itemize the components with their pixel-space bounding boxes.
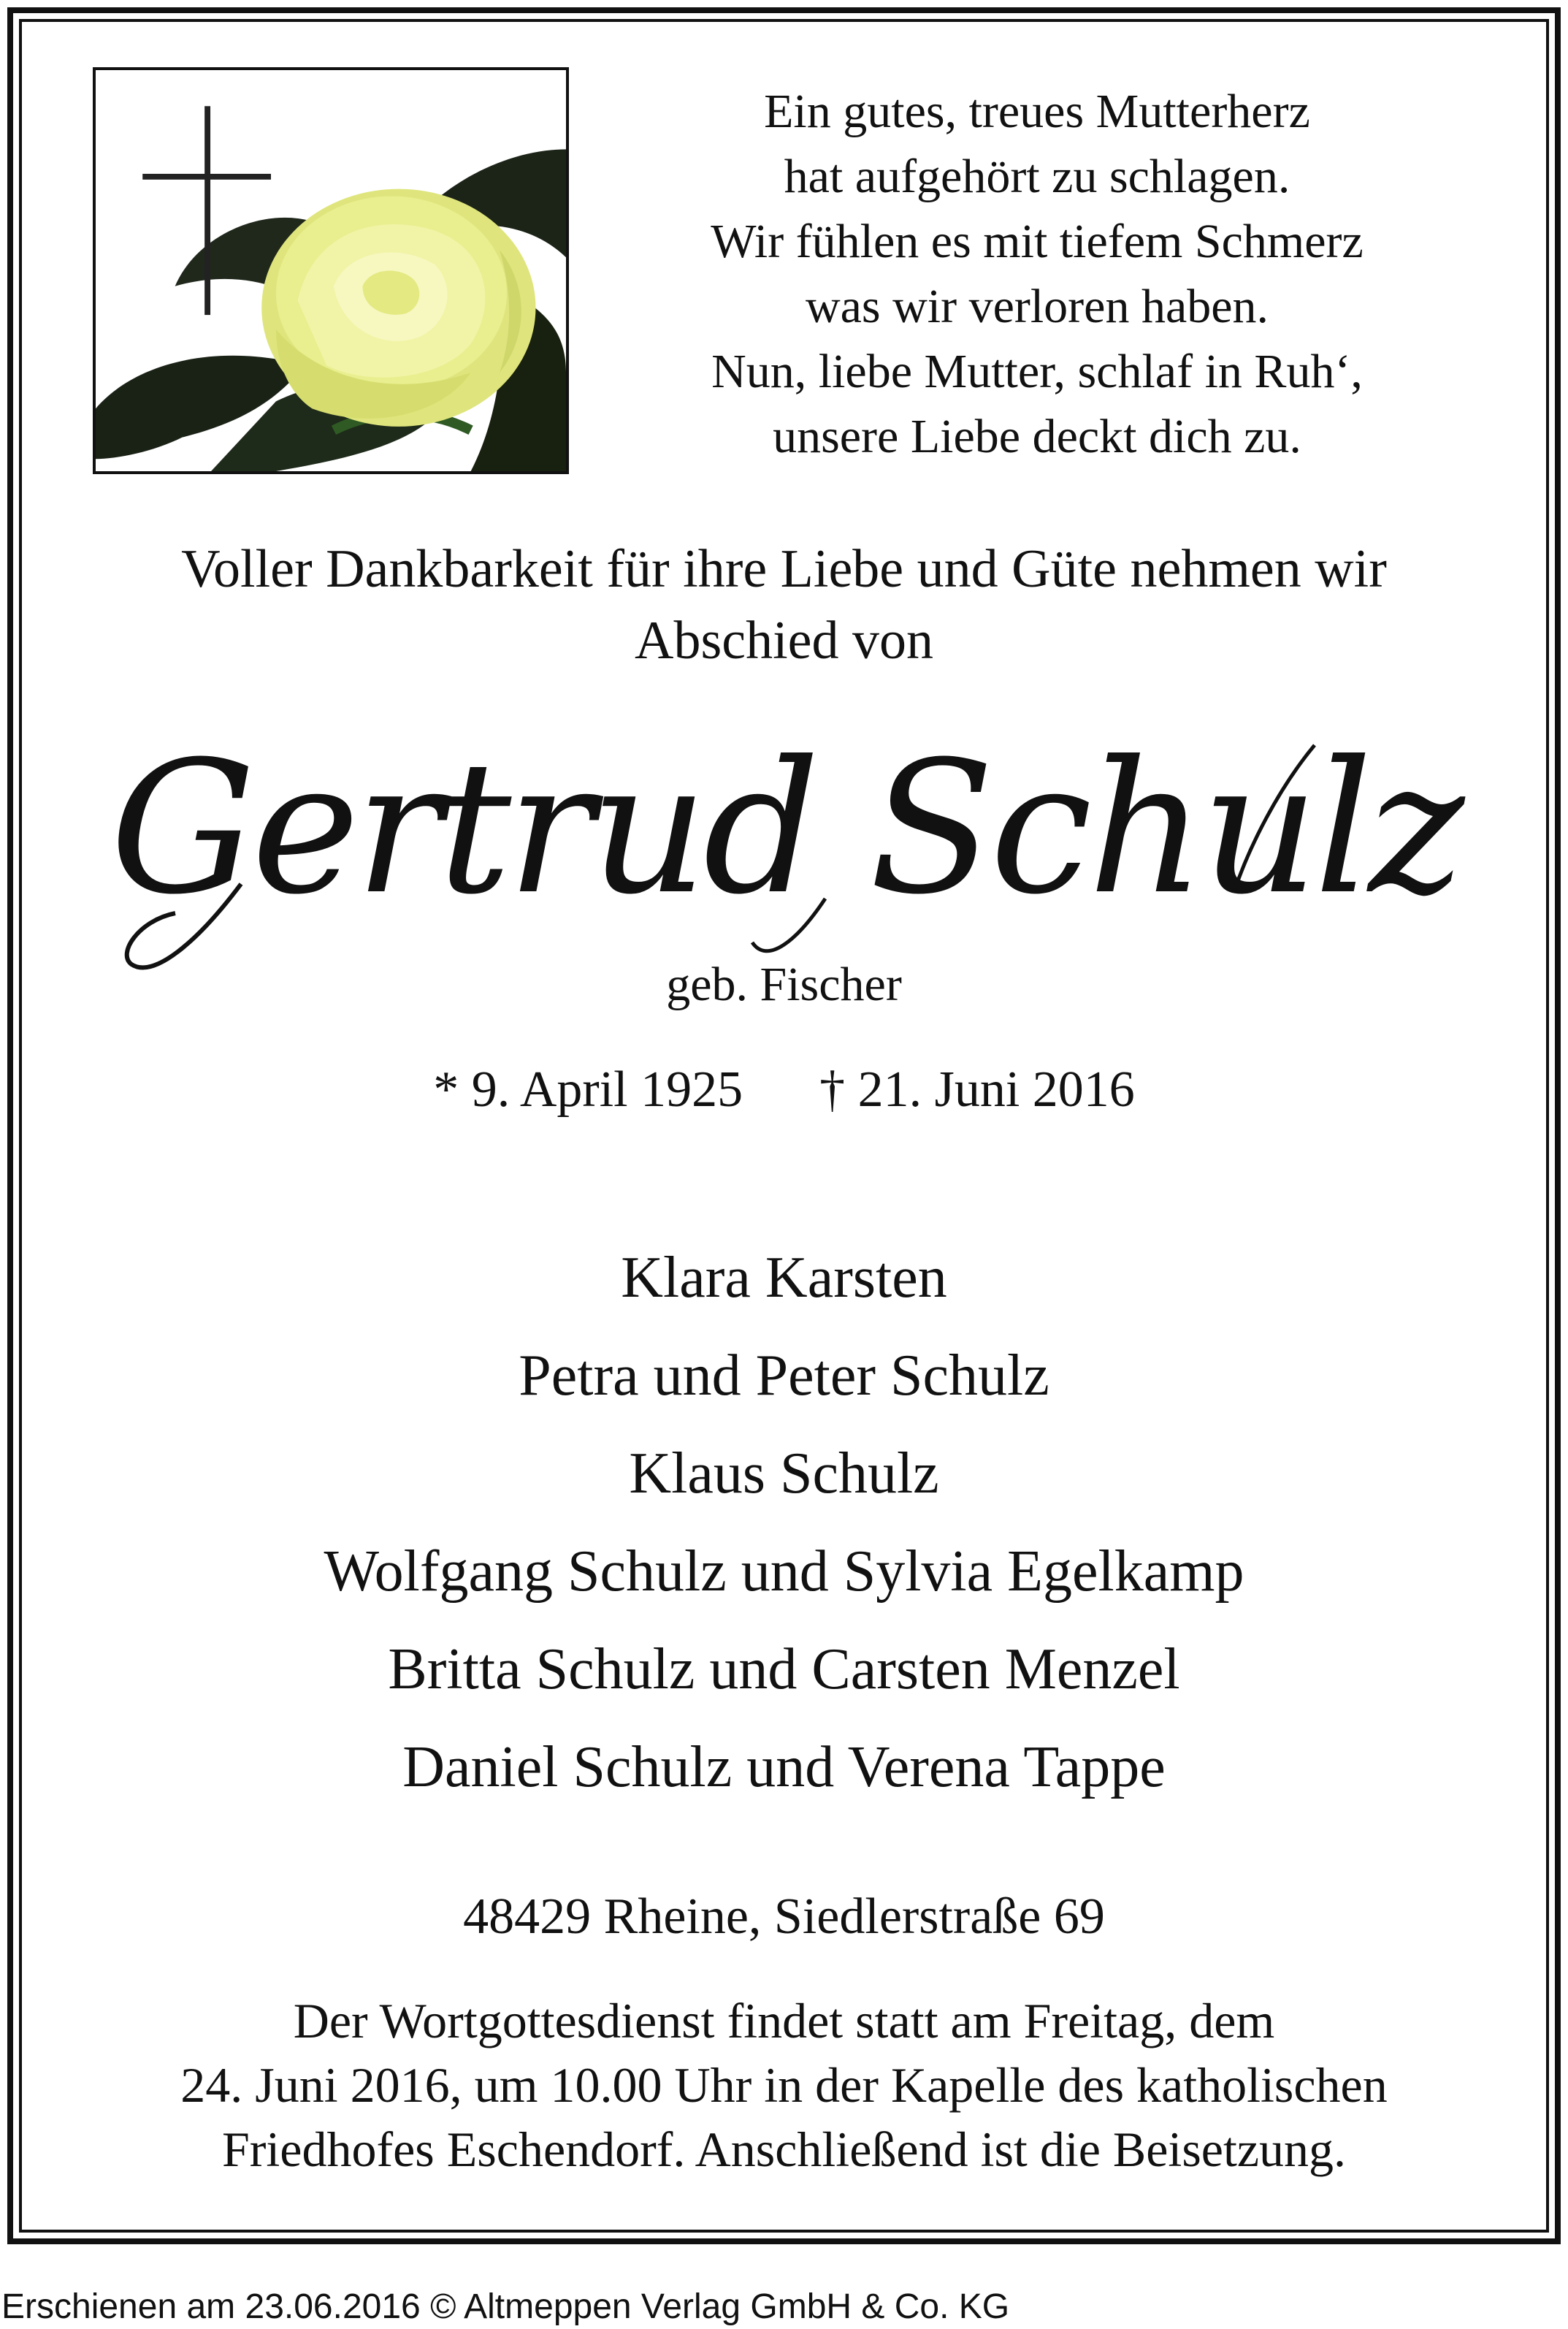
poem-line: Nun, liebe Mutter, schlaf in Ruh‘, [711,345,1363,398]
maiden-name: geb. Fischer [666,958,902,1011]
mourner-line: Daniel Schulz und Verena Tappe [402,1735,1166,1799]
death-date: † 21. Juni 2016 [819,1061,1135,1118]
intro-line: Abschied von [635,611,933,671]
mourner-line: Petra und Peter Schulz [519,1343,1049,1408]
poem-line: Wir fühlen es mit tiefem Schmerz [711,215,1364,268]
address: 48429 Rheine, Siedlerstraße 69 [463,1888,1105,1945]
service-line: 24. Juni 2016, um 10.00 Uhr in der Kapelle des katholischen [180,2057,1388,2113]
rose-cross-image [93,67,569,474]
mourner-line: Britta Schulz und Carsten Menzel [388,1637,1180,1701]
poem-line: Ein gutes, treues Mutterherz [764,85,1310,138]
intro-text [44,533,1524,676]
mourners-list [0,1229,1568,1816]
service-info [44,1989,1524,2181]
intro-line: Voller Dankbarkeit für ihre Liebe und Güte nehmen wir [181,539,1387,599]
poem-line: was wir verloren haben. [805,280,1269,333]
name-text: Gertrud Schulz [110,722,1461,934]
publication-footer: Erschienen am 23.06.2016 © Altmeppen Verlag GmbH & Co. KG [1,2287,1010,2326]
mourner-line: Wolfgang Schulz und Sylvia Egelkamp [324,1539,1244,1604]
service-line: Der Wortgottesdienst findet statt am Freitag, dem [293,1993,1275,2048]
poem-line: unsere Liebe deckt dich zu. [773,410,1301,463]
rose-icon [96,70,566,471]
mourner-line: Klaus Schulz [629,1441,939,1506]
life-dates [0,1061,1568,1119]
poem-line: hat aufgehört zu schlagen. [784,150,1290,203]
service-line: Friedhofes Eschendorf. Anschließend ist die Beisetzung. [221,2122,1347,2177]
birth-date: * 9. April 1925 [433,1061,743,1118]
mourner-line: Klara Karsten [621,1246,947,1310]
poem [613,79,1461,469]
